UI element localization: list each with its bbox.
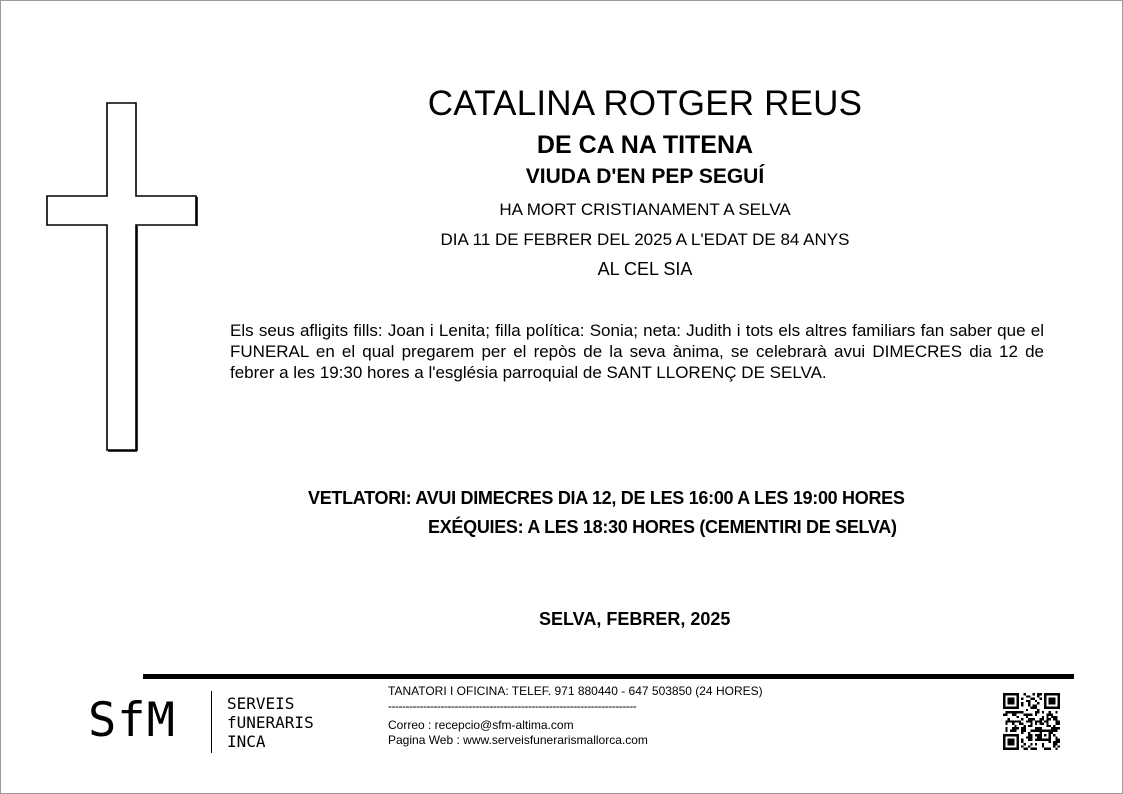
exequies-schedule: EXÉQUIES: A LES 18:30 HORES (CEMENTIRI DE SELVA) (428, 517, 897, 537)
logo-word: SERVEIS (227, 694, 295, 713)
logo-word: fUNERARIS (227, 713, 314, 732)
qr-code-icon (1003, 693, 1060, 750)
contact-info (388, 684, 763, 748)
phone-line: TANATORI I OFICINA: TELEF. 971 880440 - 647 503850 (24 HORES) (388, 684, 763, 698)
logo-divider (211, 691, 212, 753)
announcement-line-2: DIA 11 DE FEBRER DEL 2025 A L'EDAT DE 84 ANYS (440, 230, 850, 249)
footer-divider (143, 674, 1074, 679)
logo-mark: SfM (88, 693, 176, 748)
deceased-house: DE CA NA TITENA (536, 131, 754, 159)
web-line: Pagina Web : www.serveisfunerarismallorca.com (388, 733, 648, 747)
vetlatori-schedule: VETLATORI: AVUI DIMECRES DIA 12, DE LES 16:00 A LES 19:00 HORES (308, 488, 905, 508)
announcement-line-3: AL CEL SIA (597, 259, 693, 279)
announcement-line-1: HA MORT CRISTIANAMENT A SELVA (499, 200, 791, 219)
logo-words (227, 694, 314, 751)
logo-word: INCA (227, 732, 266, 751)
deceased-widow: VIUDA D'EN PEP SEGUÍ (525, 165, 765, 188)
funeral-notice-text: Els seus afligits fills: Joan i Lenita; filla política: Sonia; neta: Judith i tots els altres familiars fan saber que el FUNERAL en el qual pregarem per el repòs de la seva ànima, se celebrarà avui DIMECRES dia 12 de febrer a les 19:30 hores a l'església parroquial de SANT LLORENÇ DE SELVA. (230, 321, 1044, 382)
email-line: Correo : recepcio@sfm-altima.com (388, 718, 574, 732)
place-date: SELVA, FEBRER, 2025 (539, 609, 731, 629)
contact-separator: ----------------------------------------------------------------------- (388, 699, 637, 713)
deceased-name: CATALINA ROTGER REUS (427, 84, 863, 123)
